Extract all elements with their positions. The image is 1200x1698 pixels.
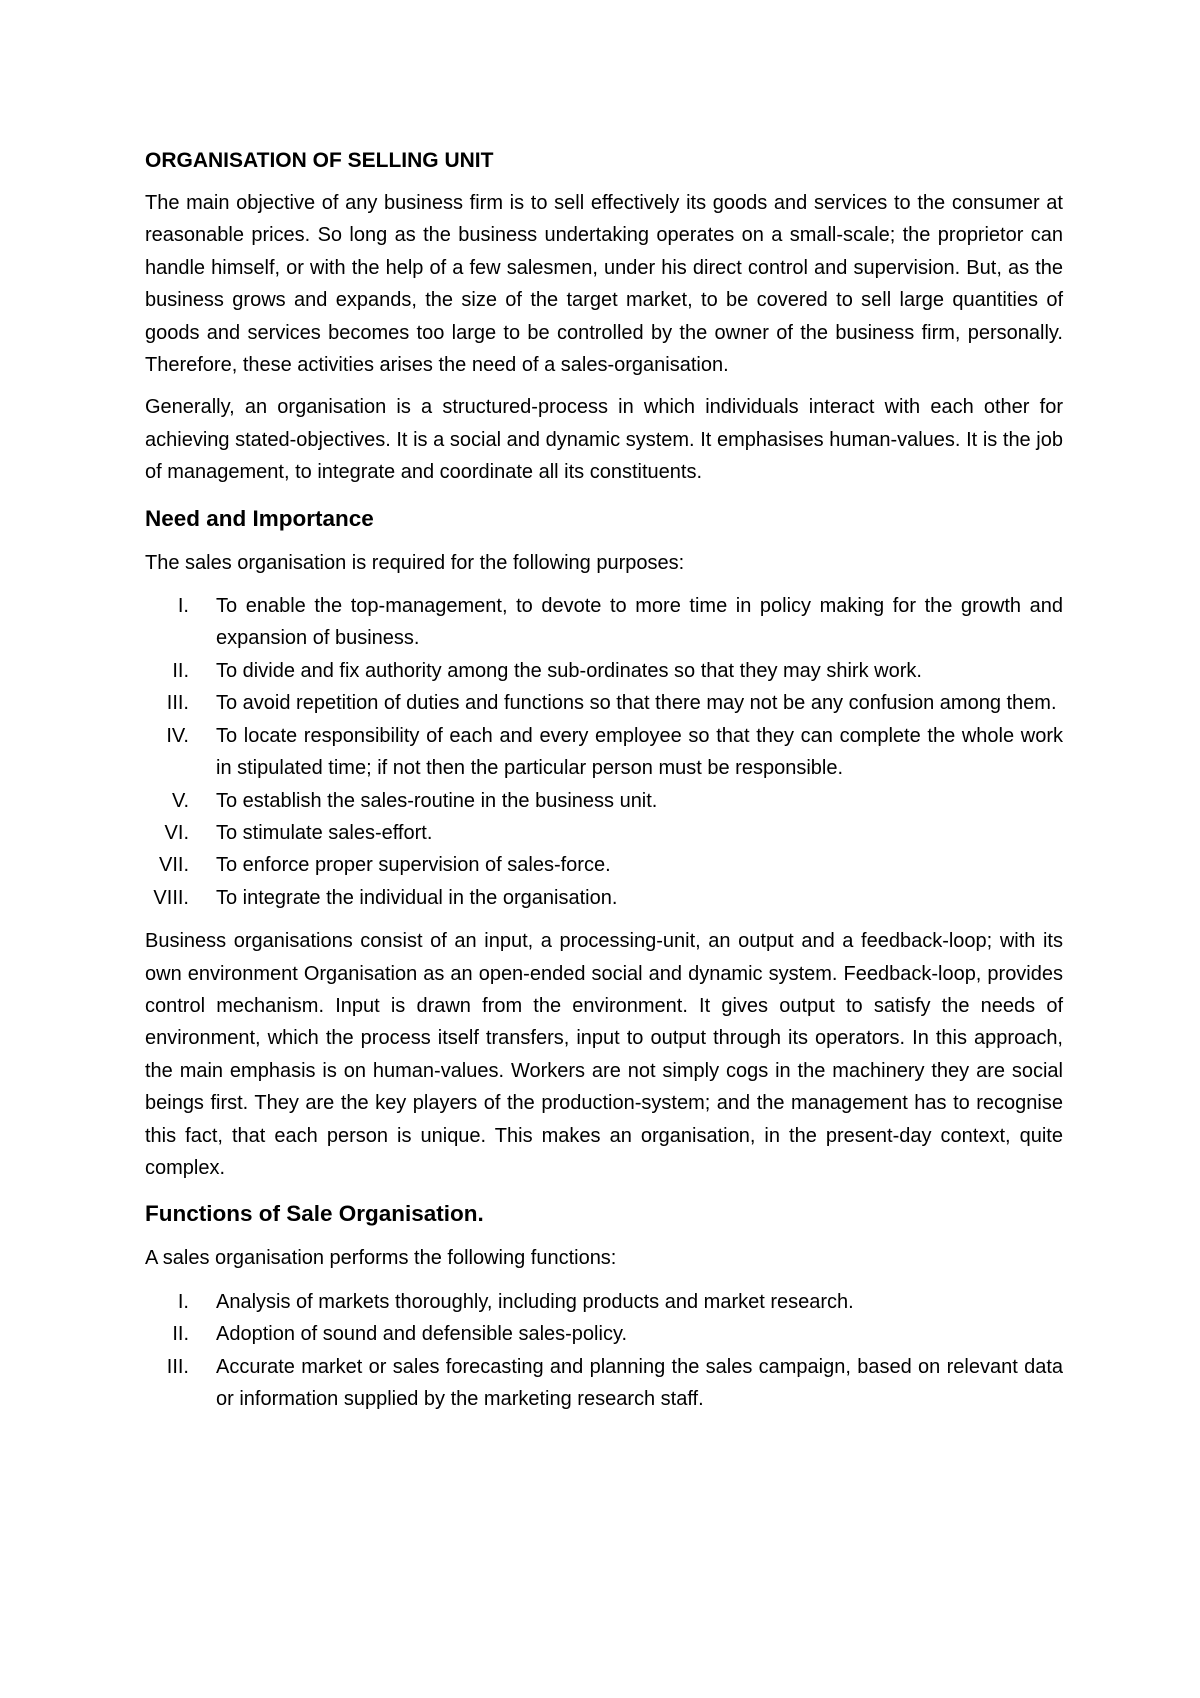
- section-lead-functions: A sales organisation performs the following functions:: [145, 1247, 617, 1270]
- section-heading-functions: Functions of Sale Organisation.: [145, 1201, 484, 1227]
- document-page: [145, 145, 1063, 1426]
- list-item-text: To avoid repetition of duties and functions so that there may not be any confusion among them.: [216, 692, 1057, 715]
- list-numeral: V.: [171, 789, 189, 812]
- list-numeral: II.: [172, 659, 189, 682]
- closing-paragraph: Business organisations consist of an input, a processing-unit, an output and a feedback-loop; with its own environment Organisation as an open-ended social and dynamic system. Feedback-loop, provides control mechanism. Input is drawn from the environment. It gives output to satisfy the needs of environment, which the process itself transfers, input to output through its operators. In this approach, the main emphasis is on human-values. Workers are not simply cogs in the machinery they are social beings first. They are the key players of the production-system; and the management has to recognise this fact, that each person is unique. This makes an organisation, in the present-day context, quite complex.: [145, 930, 1063, 1179]
- list-item: [145, 1318, 1063, 1350]
- list-item: [145, 1286, 1063, 1318]
- list-item: [145, 785, 1063, 817]
- section-lead-need: The sales organisation is required for the following purposes:: [145, 551, 685, 574]
- list-numeral: III.: [166, 692, 189, 715]
- need-list: [145, 590, 1063, 914]
- list-item-text: To stimulate sales-effort.: [216, 821, 433, 844]
- list-numeral: I.: [177, 1290, 189, 1313]
- list-item: [145, 655, 1063, 687]
- list-item: [145, 590, 1063, 655]
- list-numeral: VI.: [164, 821, 189, 844]
- intro-paragraph: Generally, an organisation is a structured-process in which individuals interact with each other for achieving stated-objectives. It is a social and dynamic system. It emphasises human-values. It is the job of management, to integrate and coordinate all its constituents.: [145, 396, 1063, 484]
- list-item-text: To enforce proper supervision of sales-force.: [216, 854, 611, 877]
- list-item-text: To integrate the individual in the organisation.: [216, 886, 618, 909]
- list-item-text: To enable the top-management, to devote to more time in policy making for the growth and expansion of business.: [216, 595, 1063, 650]
- list-item: [145, 817, 1063, 849]
- list-item: [145, 882, 1063, 914]
- list-numeral: I.: [177, 595, 189, 618]
- list-item-text: Accurate market or sales forecasting and planning the sales campaign, based on relevant data or information supplied by the marketing research staff.: [216, 1355, 1063, 1410]
- list-numeral: VIII.: [153, 886, 189, 909]
- list-item-text: To establish the sales-routine in the business unit.: [216, 789, 658, 812]
- list-item: [145, 849, 1063, 881]
- list-item-text: To divide and fix authority among the sub-ordinates so that they may shirk work.: [216, 659, 922, 682]
- list-item-text: Adoption of sound and defensible sales-policy.: [216, 1323, 628, 1346]
- list-numeral: III.: [166, 1355, 189, 1378]
- list-item: [145, 687, 1063, 719]
- intro-paragraph: The main objective of any business firm is to sell effectively its goods and services to the consumer at reasonable prices. So long as the business undertaking operates on a small-scale; the proprietor can handle himself, or with the help of a few salesmen, under his direct control and supervision. But, as the business grows and expands, the size of the target market, to be covered to sell large quantities of goods and services becomes too large to be controlled by the owner of the business firm, personally. Therefore, these activities arises the need of a sales-organisation.: [145, 192, 1063, 377]
- list-numeral: IV.: [166, 724, 189, 747]
- document-title: ORGANISATION OF SELLING UNIT: [145, 149, 494, 172]
- section-heading-need: Need and Importance: [145, 505, 374, 531]
- list-item-text: Analysis of markets thoroughly, including products and market research.: [216, 1290, 854, 1313]
- list-numeral: VII.: [158, 854, 189, 877]
- list-item: [145, 1351, 1063, 1416]
- functions-list: [145, 1286, 1063, 1416]
- list-item: [145, 720, 1063, 785]
- list-numeral: II.: [172, 1323, 189, 1346]
- list-item-text: To locate responsibility of each and every employee so that they can complete the whole work in stipulated time; if not then the particular person must be responsible.: [216, 724, 1063, 780]
